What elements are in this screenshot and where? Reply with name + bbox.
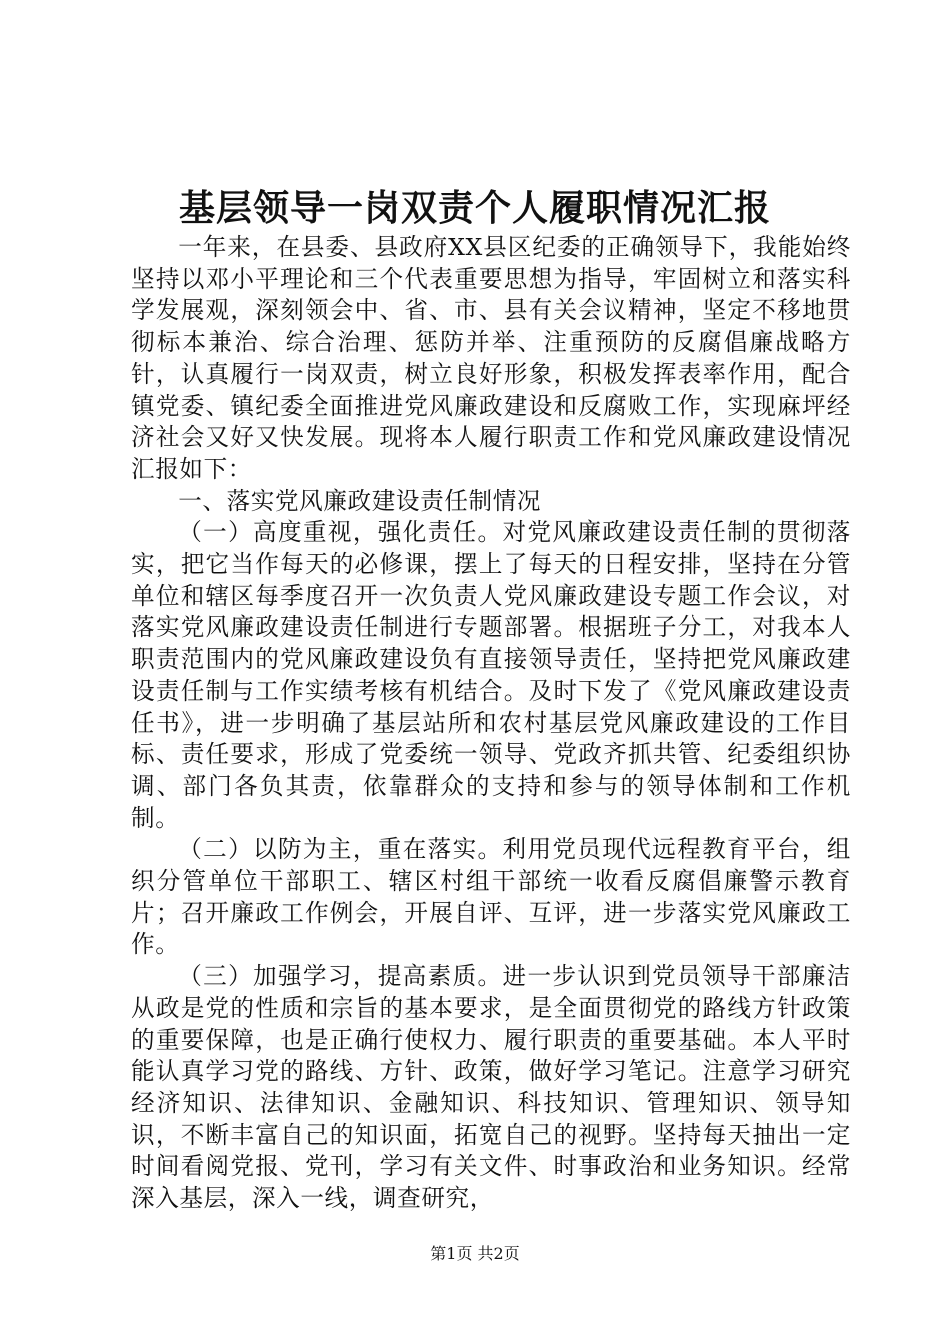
intro-paragraph: 一年来，在县委、县政府XX县区纪委的正确领导下，我能始终坚持以邓小平理论和三个代表重要思想为指导，牢固树立和落实科学发展观，深刻领会中、省、市、县有关会议精神，坚定不移地贯彻标本兼治、综合治理、惩防并举、注重预防的反腐倡廉战略方针，认真履行一岗双责，树立良好形象，积极发挥表率作用，配合镇党委、镇纪委全面推进党风廉政建设和反腐败工作，实现麻坪经济社会又好又快发展。现将本人履行职责工作和党风廉政建设情况汇报如下： [131,233,851,483]
document-body [131,232,851,1215]
section-heading: 一、落实党风廉政建设责任制情况 [178,486,542,515]
paragraph-item-3: （三）加强学习，提高素质。进一步认识到党员领导干部廉洁从政是党的性质和宗旨的基本要求，是全面贯彻党的路线方针政策的重要保障，也是正确行使权力、履行职责的重要基础。本人平时能认真学习党的路线、方针、政策，做好学习笔记。注意学习研究经济知识、法律知识、金融知识、科技知识、管理知识、领导知识，不断丰富自己的知识面，拓宽自己的视野。坚持每天抽出一定时间看阅党报、党刊，学习有关文件、时事政治和业务知识。经常深入基层，深入一线，调查研究， [131,962,851,1213]
paragraph-item-1: （一）高度重视，强化责任。对党风廉政建设责任制的贯彻落实，把它当作每天的必修课，摆上了每天的日程安排，坚持在分管单位和辖区每季度召开一次负责人党风廉政建设专题工作会议，对落实党风廉政建设责任制进行专题部署。根据班子分工，对我本人职责范围内的党风廉政建设负有直接领导责任，坚持把党风廉政建设责任制与工作实绩考核有机结合。及时下发了《党风廉政建设责任书》，进一步明确了基层站所和农村基层党风廉政建设的工作目标、责任要求，形成了党委统一领导、党政齐抓共管、纪委组织协调、部门各负其责，依靠群众的支持和参与的领导体制和工作机制。 [131,518,851,832]
document-title: 基层领导一岗双责个人履职情况汇报 [178,187,771,229]
paragraph-item-2: （二）以防为主，重在落实。利用党员现代远程教育平台，组织分管单位干部职工、辖区村组干部统一收看反腐倡廉警示教育片；召开廉政工作例会，开展自评、互评，进一步落实党风廉政工作。 [131,835,851,959]
page-number-footer: 第1页 共2页 [430,1244,520,1263]
